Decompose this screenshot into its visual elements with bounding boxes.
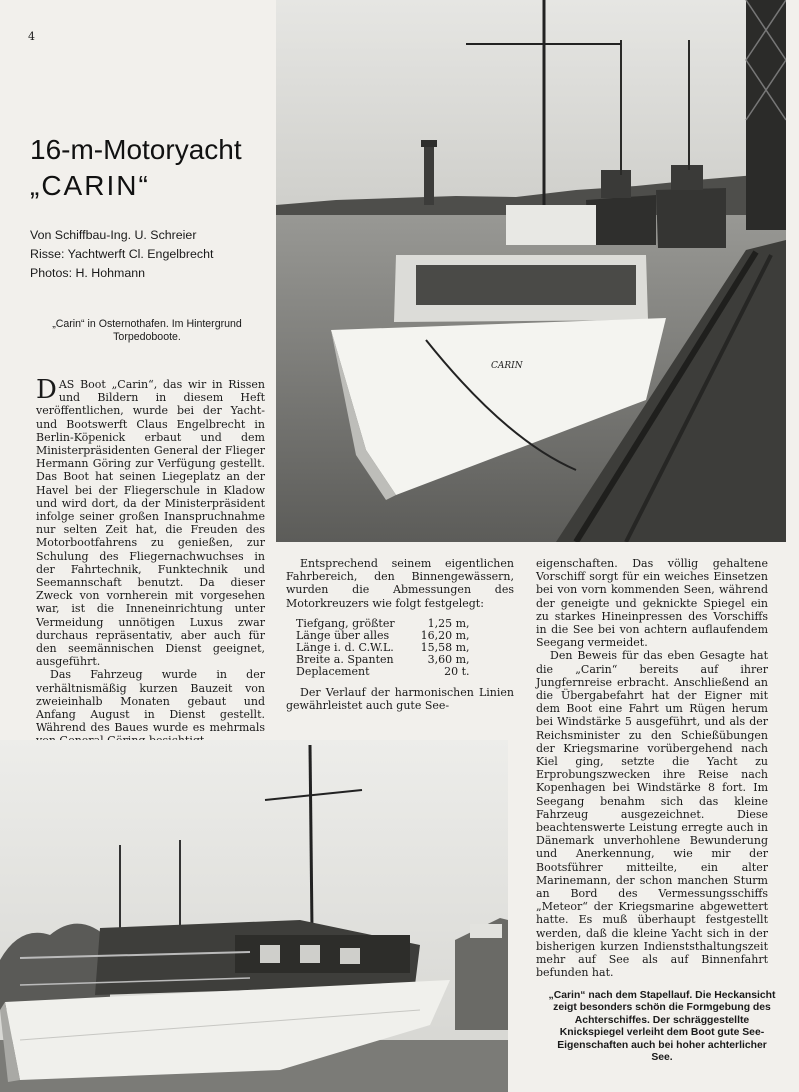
spec-row: Tiefgang, größter 1,25 m, bbox=[296, 616, 470, 630]
byline-photos: Photos: H. Hohmann bbox=[30, 266, 146, 280]
byline-plans: Risse: Yachtwerft Cl. Engelbrecht bbox=[30, 247, 214, 261]
spec-row: Länge über alles 16,20 m, bbox=[296, 628, 470, 642]
byline bbox=[30, 226, 275, 283]
photo-yacht-stern-view bbox=[0, 740, 508, 1092]
photo-yacht-at-pier bbox=[276, 0, 786, 542]
page-number: 4 bbox=[28, 30, 35, 43]
spec-row: Breite a. Spanten 3,60 m, bbox=[296, 652, 470, 666]
column2-paragraph-2: Der Verlauf der harmonischen Linien gewährleistet auch gute See- bbox=[286, 685, 514, 713]
caption-top-photo: „Carin“ in Osternothafen. Im Hintergrund Torpedoboote. bbox=[52, 318, 242, 343]
text-column-1 bbox=[36, 375, 265, 748]
hull-name-lettering: CARIN bbox=[491, 361, 523, 371]
text-column-2 bbox=[286, 557, 514, 712]
title-line-1: 16-m-Motoryacht bbox=[30, 134, 242, 165]
spec-row: Deplacement 20 t. bbox=[296, 664, 470, 678]
specifications-table bbox=[296, 618, 476, 678]
dropcap: D bbox=[36, 375, 57, 405]
column1-paragraph-2: Das Fahrzeug wurde in der verhältnismäßig kurzen Bauzeit von zweieinhalb Monaten gebaut und Anfang August in Dienst gestellt. Während des Baues wurde es mehrmals bbox=[36, 668, 265, 735]
column3-paragraph-1: eigenschaften. Das völlig gehaltene Vorschiff sorgt für ein weiches Einsetzen bei von vorn kommenden Seen, während der geneigte und geknickte Spiegel ein zu starkes Hineinpressen des Vorschiffs in die See bei von achtern auflaufendem Seegang vermeidet. bbox=[536, 557, 768, 650]
article-title bbox=[30, 132, 270, 204]
column3-paragraph-2: Den Beweis für das eben Gesagte hat die „Carin“ bereits auf ihrer Jungfernreise erbracht. Anschließend an die Übergabefahrt hat der Eigner mit dem Boot eine Fahrt um Rügen herum bei Windstärke 5 ausgeführt, und als der Reichsminister zu den Schießübungen der Kriegsmarine vorübergehend nach Kiel ging, setzte die Yacht zu Erprobungszwecken ihre Reise nach Kopenhagen bei Windstärke 8 fort. Im Seegang benahm sich das kleine Fahrzeug ausgezeichnet. Diese beachtenswerte Leistung erregte auch in Dänemark unverhohlene Bewunderung und Anerkennung, wie mir der Bootsführer mitteilte, ein alter Marinemann, der schon manchen Sturm an Bord des Vermessungsschiffs „Meteor“ der Kriegsmarine abgewettert hatte. Es muß überhaupt festgestellt werden, daß die kleine Yacht sich in der bisherigen kurzen Indienststhaltungszeit mehr auf See als auf Binnenfahrt befunden hat. bbox=[536, 649, 768, 980]
text-column-3 bbox=[536, 557, 768, 980]
spec-row: Länge i. d. C.W.L. 15,58 m, bbox=[296, 640, 470, 654]
byline-author: Von Schiffbau-Ing. U. Schreier bbox=[30, 228, 197, 242]
column1-paragraph-1: DAS Boot „Carin“, das wir in Rissen und Bildern in diesem Heft veröffentlichen, wurde bei der Yacht- und Bootswerft Claus Engelbrecht in Berlin-Köpenick erbaut und dem Ministerpräsidenten General der Flieger Hermann Göring zur Verfügung gestellt. Das Boot hat seinen Liegeplatz an der Havel bei der Fliegerschule in Kladow und wird dort, da der Ministerpräsident infolge seiner großen Inanspruchnahme nur selten Zeit hat, die Freuden des Motorbootfahrens zu genießen, zur Schulung des Fliegernachwuchses in der Fahrtechnik, Funktechnik und Seemannschaft benutzt. Da dieser Zweck von vornherein mit vorgesehen war, ist die Inneneinrichtung unter Vermeidung unnötigen Luxus zwar durchaus repräsentativ, aber auch für den seemännischen Dienst geeignet, ausgeführt. bbox=[36, 375, 265, 669]
column2-paragraph-1: Entsprechend seinem eigentlichen Fahrbereich, den Binnengewässern, wurden die Abmessungen des Motorkreuzers wie folgt festgelegt: bbox=[286, 557, 514, 610]
caption-bottom-photo: „Carin“ nach dem Stapellauf. Die Heckansicht zeigt besonders schön die Formgebung des Achterschiffes. Der schräggestellte Knickspiegel verleiht dem Boot gute See-Eigenschaften auch bei hoher achterlicher See. bbox=[548, 990, 776, 1064]
title-line-2: „CARIN“ bbox=[30, 170, 150, 201]
